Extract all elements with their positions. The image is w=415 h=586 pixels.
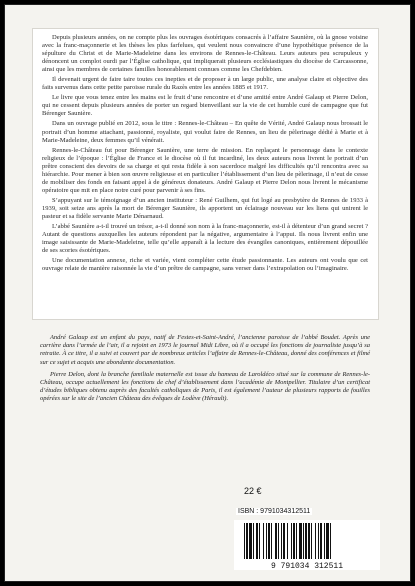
barcode-bar: [311, 523, 312, 559]
barcode-bar: [283, 523, 285, 559]
barcode-image: [234, 520, 380, 570]
barcode-bar: [330, 523, 331, 559]
barcode-bar: [315, 523, 316, 559]
barcode-bar: [291, 523, 292, 559]
barcode-bar: [275, 523, 277, 559]
description-paragraph: Le livre que vous tenez entre les mains est le fruit d’une rencontre et d’une amitié entre André Galaup et Pierre Delon, qui ne cessent depuis plusieurs années de porter un regard bienveillant sur la vie de cet humble curé de campagne que fut Bérenger Saunière.: [42, 94, 368, 118]
barcode-bar: [263, 523, 264, 559]
description-paragraph: Dans un ouvrage publié en 2012, sous le titre : Rennes-le-Château – En quête de Vérité, André Galaup nous brossait le portrait d’un homme attachant, passionné, royaliste, qui voulut faire de Rennes, un lieu de pèlerinage dédié à Marie et à Marie-Madeleine, deux femmes qu’il vénérait.: [42, 120, 368, 144]
description-paragraph: S’appuyant sur le témoignage d’un ancien instituteur : René Guilhem, qui fut logé au presbytère de Rennes de 1933 à 1939, soit seize ans après la mort de Bérenger Saunière, ils apportent un éclairage nouveau sur les liens qui unirent le pasteur et sa fidèle servante Marie Dénarnaud.: [42, 196, 368, 220]
author-bio-galaup: André Galaup est un enfant du pays, natif de Festes-et-Saint-André, l’ancienne paroisse de l’abbé Boudet. Après une carrière dans l’armée de l’air, il a rejoint en 1973 le journal Midi Libre, où il a occupé les fonctions de journaliste jusqu’à sa retraite. À ce titre, il a suivi et couvert par de nombreux articles l’affaire de Rennes-le-Château, donné des conférences et filmé sur ce sujet et acquis une abondante documentation.: [40, 334, 370, 366]
barcode-bar: [256, 523, 258, 559]
barcode-bar: [320, 523, 322, 559]
barcode-bar: [326, 523, 329, 559]
author-bio-delon: Pierre Delon, dont la branche familiale maternelle est issue du hameau de Laroldéco situé sur la commune de Rennes-le-Château, occupe actuellement les fonctions de chef d’établissement dans l’académie de Montpellier. Titulaire d’un certificat d’études bibliques obtenu auprès des facultés catholiques de Paris, il est également l’auteur de plusieurs rapports de fouilles opérées sur le site de l’ancien Château des évêques de Lodève (Hérault).: [40, 370, 370, 403]
barcode-bar: [244, 523, 245, 559]
barcode-bar: [299, 523, 302, 559]
description-paragraph: Rennes-le-Château fut pour Bérenger Saunière, une terre de mission. En replaçant le personnage dans le contexte religieux de l’époque : l’Église de France et le diocèse où il fut incardiné, les deux auteurs nous livrent le portrait d’un prêtre conscient des devoirs de sa charge et qui resta fidèle à son sacerdoce malgré les difficultés qu’il rencontra avec sa hiérarchie. Pour mener à bien son œuvre religieuse et en particulier l’établissement d’un lieu de pèlerinage, il n’eut de cesse de mobiliser des fonds en faisant appel à de généreux donateurs. André Galaup et Pierre Delon nous livrent le mécanisme opératoire que mit en place notre curé pour parvenir à ses fins.: [42, 146, 368, 194]
description-paragraph: L’abbé Saunière a-t-il trouvé un trésor, a-t-il donné son nom à la franc-maçonnerie, est-il à détenteur d’un grand secret ? Autant de questions auxquelles les auteurs répondent par la négative, argumentaire à l’appui. Ils nous livrent enfin une image saisissante de Marie-Madeleine, telle qu’elle apparaît à la lecture des évangiles canoniques, entièrement dépouillée de ses scories ésotériques.: [42, 223, 368, 255]
barcode: [234, 520, 380, 570]
barcode-bar: [318, 523, 319, 559]
author-bios: [40, 334, 370, 404]
barcode-bar: [266, 523, 267, 559]
barcode-bar: [296, 523, 297, 559]
book-description: [42, 34, 368, 273]
barcode-bar: [271, 523, 272, 559]
barcode-bar: [281, 523, 282, 559]
description-paragraph: Une documentation annexe, riche et variée, vient compléter cette étude passionnante. Les auteurs ont voulu que cet ouvrage relate de manière raisonnée la vie d’un prêtre de campagne, sans verser dans l’extrapolation ou l’imaginaire.: [42, 257, 368, 273]
isbn-label: ISBN : 9791034312511: [238, 508, 311, 515]
description-paragraph: Il devenait urgent de faire taire toutes ces inepties et de proposer à un large public, une analyse claire et objective des faits survenus dans cette petite paroisse rurale du Razès entre les années 1885 et 1917.: [42, 76, 368, 92]
barcode-bar: [324, 523, 325, 559]
barcode-bar: [287, 523, 288, 559]
barcode-bar: [249, 523, 252, 559]
barcode-bar: [303, 523, 304, 559]
barcode-bar: [246, 523, 248, 559]
barcode-bar: [278, 523, 279, 559]
barcode-bar: [305, 523, 307, 559]
description-paragraph: Depuis plusieurs années, on ne compte plus les ouvrages ésotériques consacrés à l’affaire Saunière, où la gnose voisine avec la franc-maçonnerie et les thèses les plus farfelues, qui veulent nous convaincre d’une hypothétique présence de la sépulture du Christ et de Marie-Madeleine dans les environs de Rennes-le-Château. Leurs auteurs peu scrupuleux y dénoncent un complot ourdi par l’Église catholique, qui impliquerait plusieurs ecclésiastiques du diocèse de Carcassonne, ainsi que les membres de certaines familles honorablement connues comme les Chefdebien.: [42, 34, 368, 74]
barcode-bar: [293, 523, 295, 559]
barcode-bar: [259, 523, 260, 559]
barcode-bar: [308, 523, 310, 559]
barcode-digits: 9 791034 312511: [270, 562, 344, 570]
barcode-bar: [253, 523, 254, 559]
barcode-bar: [268, 523, 270, 559]
price-label: 22 €: [244, 486, 262, 496]
